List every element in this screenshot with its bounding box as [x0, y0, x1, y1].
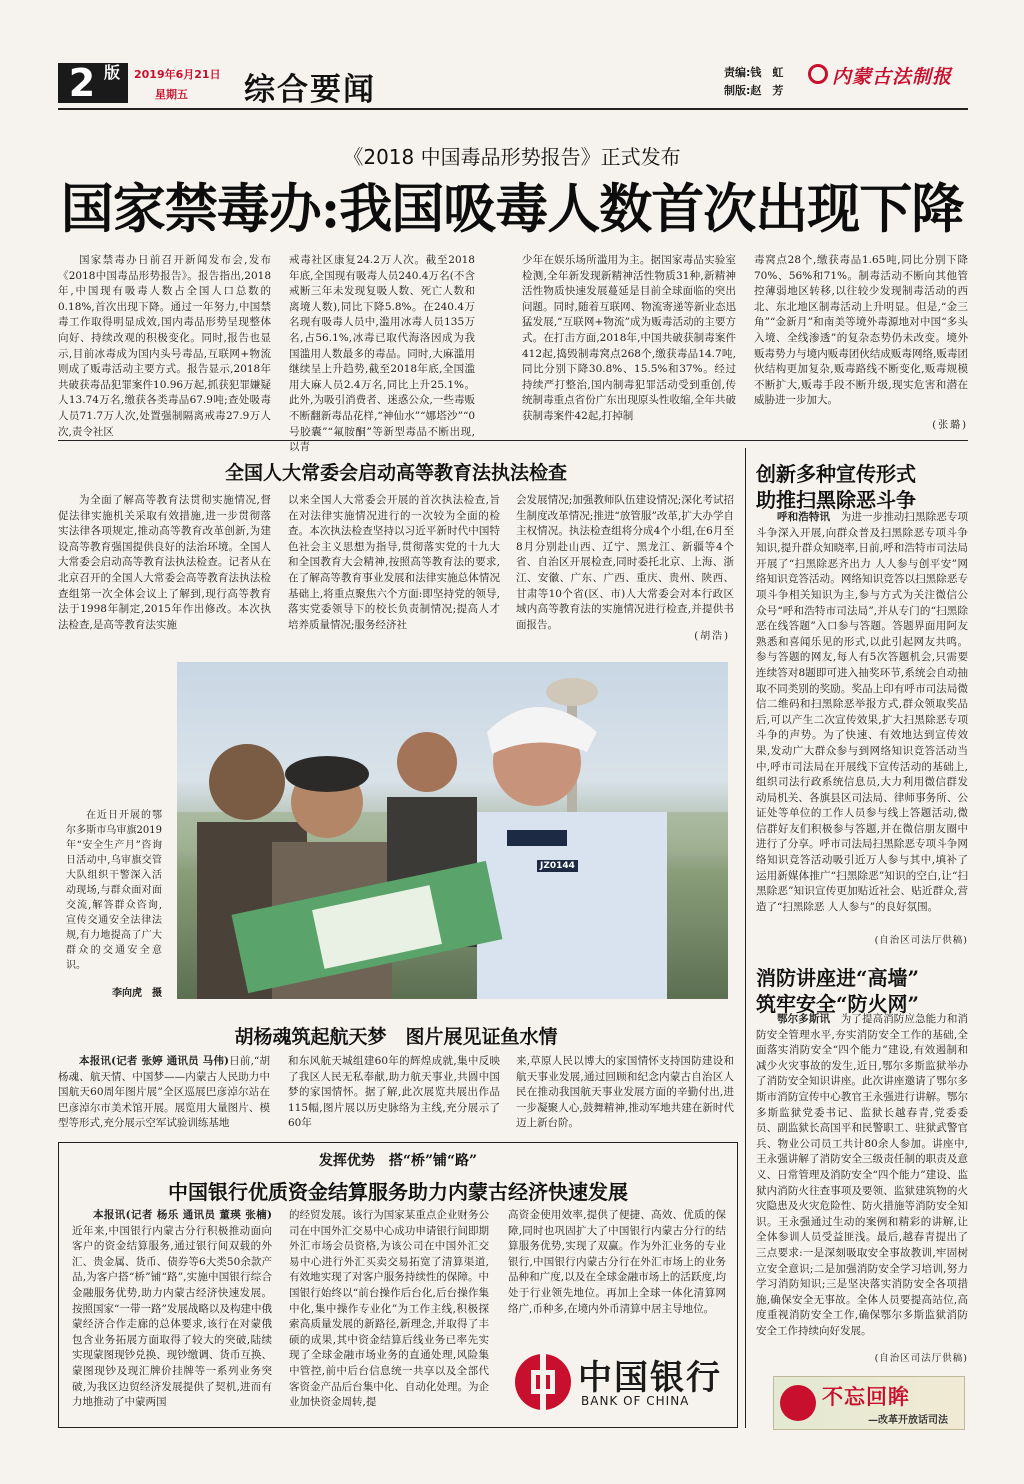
npc-col-2 [288, 493, 500, 643]
lead-kicker: 《2018 中国毒品形势报告》正式发布 [343, 145, 681, 169]
section-title: 综合要闻 [244, 72, 376, 108]
lead-col-2 [289, 253, 475, 454]
boc-logo-bar [540, 1354, 546, 1410]
lead-col-4-text: 毒窝点28个,缴获毒品1.65吨,同比分别下降70%、56%和71%。制毒活动不断向其他管控薄弱地区转移,以往较少发现制毒活动的西北、东北地区制毒活动上升明显。但是,“金三角”“金新月”和南美等境外毒源地对中国“多头入境、全线渗透”的复杂态势仍未改变。境外贩毒势力与境内贩毒团伙结成贩毒网络,贩毒团伙结构更加复杂,贩毒路线不断变化,贩毒规模不断扩大,贩毒手段不断升级,现实危害和潜在威胁进一步加大。 [754, 254, 968, 407]
photo-scene-svg [177, 662, 728, 999]
boc-col-1-para [72, 1208, 272, 1411]
photo-caption: 在近日开展的鄂尔多斯市乌审旗2019年“安全生产月”咨询日活动中,乌审旗交管大队组织干警深入活动现场,与群众面对面交流,解答群众咨询,宣传交通安全法律法规,有力地提高了广大群众的交通安全意识。 [66, 810, 162, 971]
ad-title: 不忘回眸 [822, 1385, 910, 1409]
boc-col-3 [508, 1208, 726, 1336]
promo-body-para [756, 510, 968, 915]
photo-credit: 李向虎 摄 [112, 988, 162, 999]
lead-col-4 [754, 253, 968, 413]
ad-subtitle: —改革开放话司法 [868, 1415, 948, 1426]
lead-headline: 国家禁毒办:我国吸毒人数首次出现下降 [60, 178, 964, 240]
fire-body-text: 为了提高消防应急能力和消防安全管理水平,夯实消防安全工作的基础,全面落实消防安全“四个能力”建设,有效遏制和减少火灾事故的发生,近日,鄂尔多斯监狱举办了消防安全知识讲座。此次讲座邀请了鄂尔多斯市消防宣传中心教官王永强进行讲解。鄂尔多斯监狱党委书记、监狱长越春青,党委委员、副监狱长高国平和民警职工、驻狱武警官兵、物业公司员工共计80余人参加。讲座中,王永强讲解了消防安全三级责任制的职责及意义、日常管理及消防安全“四个能力”建设、监狱内消防火往查事项及要领、监狱建筑物的火灾隐患及火灾危险性、防火措施等消防安全知识。王永强通过生动的案例和精彩的讲解,让全体参训人员受益匪浅。最后,越春青提出了三点要求:一是深刻吸取安全事故教训,牢固树立安全意识;二是加强消防安全学习培训,努力学习消防知识;三是坚决落实消防安全各项措施,确保安全无事故。全体人员要提高站位,高度重视消防安全工作,确保鄂尔多斯监狱消防安全工作持续向好发展。 [756, 1013, 969, 1337]
npc-author: (胡浩) [694, 631, 730, 642]
aero-col-1 [58, 1054, 270, 1134]
boc-logo-en: BANK OF CHINA [581, 1394, 690, 1408]
lead-col-3 [522, 253, 736, 431]
lead-col-1-text: 国家禁毒办日前召开新闻发布会,发布《2018中国毒品形势报告》。报告指出,2018年,中国现有吸毒人数占全国人口总数的0.18%,首次出现下降。通过一年努力,中国禁毒工作取得明显成效,国内毒品形势呈现整体向好、持续改观的积极变化。同时,报告也显示,目前冰毒成为国内头号毒品,互联网+物流则成了贩毒活动主要方式。报告显示,2018年共破获毒品犯罪案件10.96万起,抓获犯罪嫌疑人13.74万名,缴获各类毒品67.9吨;查处吸毒人员71.7万人次,处置强制隔离戒毒27.9万人次,责令社区 [58, 254, 271, 438]
npc-col-2-text: 以来全国人大常委会开展的首次执法检查,旨在对法律实施情况进行的一次较为全面的检查。本次执法检查坚持以习近平新时代中国特色社会主义思想为指导,贯彻落实党的十九大和全国教育大会精神,按照高等教育法的要求,在了解高等教育事业发展和法律实施总体情况基础上,将重点聚焦六个方面:即坚持党的领导,落实党委领导下的校长负责制情况;提高人才培养质量情况;服务经济社 [288, 494, 500, 631]
lead-bottom-rule [58, 440, 968, 441]
fire-headline-2: 筑牢安全“防火网” [756, 992, 920, 1016]
boc-headline: 中国银行优质资金结算服务助力内蒙古经济快速发展 [168, 1180, 628, 1204]
officer-badge: JZ0144 [537, 860, 578, 872]
issue-date: 2019年6月21日 [134, 68, 221, 81]
fire-body-para [756, 1012, 968, 1339]
lead-author: (张璐) [932, 420, 968, 431]
promo-headline-1: 创新多种宣传形式 [756, 462, 916, 486]
boc-kicker: 发挥优势 搭“桥”铺“路” [318, 1153, 478, 1169]
paper-logo-mark [808, 64, 828, 84]
fire-byline: 鄂尔多斯讯 [777, 1013, 831, 1025]
lead-col-2-text: 戒毒社区康复24.2万人次。截至2018年底,全国现有吸毒人员240.4万名(不含戒断三年未发现复吸人数、死亡人数和离境人数),同比下降5.8%。在240.4万名现有吸毒人员中,滥用冰毒人员135万名,占56.1%,冰毒已取代海洛因成为我国滥用人数最多的毒品。同时,大麻滥用继续呈上升趋势,截至2018年底,全国滥用大麻人员2.4万名,同比上升25.1%。此外,为吸引消费者、迷惑公众,一些毒贩不断翻新毒品花样,“神仙水”“娜塔沙”“0号胶囊”“氟胺酮”等新型毒品不断出现,以青 [289, 254, 475, 454]
right-column-divider [745, 448, 746, 1428]
boc-col-2-text: 的经贸发展。该行为国家某重点企业财务公司在中国外汇交易中心成功申请银行间即期外汇市场会员资格,为该公司在中国外汇交易中心进行外汇买卖交易拓宽了清算渠道,有效地实现了对客户服务持续性的保障。中国银行始终以“前台操作后台化,后台操作集中化,集中操作专业化”为工作主线,积极探索高质量发展的新路径,新理念,并取得了丰硕的成果,其中资金结算后线业务已率先实现了全球金融市场业务的直通处理,风险集中管控,前中后台信息统一共享以及全部代客资金产品后台集中化、自动化处理。为企业加快资金周转,提 [289, 1209, 489, 1409]
news-photo [177, 662, 728, 999]
aero-byline: 本报讯(记者 张婷 通讯员 马伟) [79, 1055, 230, 1067]
aero-headline: 胡杨魂筑起航天梦 图片展见证鱼水情 [234, 1026, 558, 1048]
boc-col-1-text: 近年来,中国银行内蒙古分行积极推动面向客户的资金结算服务,通过银行间双载的外汇、贵金属、货币、债券等6大类50余款产品,为客户搭“桥”铺“路”,实施中国银行综合金融服务优势,助力内蒙古经济快速发展。按照国家“一带一路”发展战略以及构建中俄蒙经济合作走廊的总体要求,该行在对蒙俄包含业务拓展方面取得了较大的突破,陆续实现蒙图现钞兑换、现钞缴调、货币互换、蒙图现钞及现汇牌价挂牌等一系列业务突破,为我区边贸经济发展提供了契机,进而有力地推动了中蒙两国 [72, 1224, 272, 1409]
boc-byline: 本报讯(记者 杨乐 通讯员 董瑛 张楠) [93, 1209, 272, 1221]
promo-body [756, 510, 968, 925]
npc-col-3 [516, 493, 734, 631]
paper-name: 内蒙古法制报 [832, 66, 953, 88]
boc-col-2 [289, 1208, 489, 1420]
npc-col-3-text: 会发展情况;加强教师队伍建设情况;深化考试招生制度改革情况;推进“放管服”改革,扩大办学自主权情况。执法检查组将分成4个小组,在6月至8月分别赴山西、辽宁、黑龙江、新疆等4个省、自治区开展检查,同时委托北京、上海、浙江、安徽、广东、广西、重庆、贵州、陕西、甘肃等10个省(区、市)人大常委会对本行政区域内高等教育法的实施情况进行检查,并提供书面报告。 [516, 494, 734, 631]
aero-col-3-text: 来,草原人民以博大的家国情怀支持国防建设和航天事业发展,通过回顾和纪念内蒙古自治区人民在推动我国航天事业发展方面的辛勤付出,进一步凝聚人心,鼓舞精神,推动军地共建在新时代迈上新台阶。 [516, 1055, 734, 1130]
promo-author: (自治区司法厅供稿) [874, 935, 968, 946]
aero-col-2 [288, 1054, 500, 1134]
promo-headline-2: 助推扫黑除恶斗争 [756, 488, 916, 512]
aero-col-3 [516, 1054, 734, 1134]
aero-col-2-text: 和东风航天城组建60年的辉煌成就,集中反映了我区人民无私奉献,助力航天事业,共圆中国梦的家国情怀。据了解,此次展览共展出作品115幅,图片展以历史脉络为主线,充分展示了60年 [288, 1055, 500, 1130]
producer-credit: 制版:赵 芳 [724, 84, 784, 97]
masthead-rule [58, 108, 968, 110]
page-ban: 版 [104, 63, 121, 82]
lead-col-3-text: 少年在娱乐场所滥用为主。据国家毒品实验室检测,全年新发现新精神活性物质31种,新精神活性物质快速发展蔓延是目前全球面临的突出问题。同时,随着互联网、物流寄递等新业态迅猛发展,“互联网+物流”成为贩毒活动的主要方式。在打击方面,2018年,中国共破获制毒案件412起,捣毁制毒窝点268个,缴获毒品14.7吨,同比分别下降30.8%、15.5%和37%。经过持续严打整治,国内制毒犯罪活动受到重创,传统制毒重点省份广东出现原头性收缩,全年共破获制毒案件42起,打掉制 [522, 254, 736, 422]
page-number: 2 [68, 61, 96, 105]
npc-headline: 全国人大常委会启动高等教育法执法检查 [224, 462, 567, 484]
aero-col-1-para [58, 1054, 270, 1132]
promo-body-text: 为进一步推动扫黑除恶专项斗争深入开展,向群众普及扫黑除恶专项斗争知识,提升群众知晓率,日前,呼和浩特市司法局开展了“扫黑除恶齐出力 人人参与创平安”网络知识竞答活动。网络知识竞答以扫黑除恶专项斗争相关知识为主,参与方式为关注微信公众号“呼和浩特市司法局”,并从专门的“扫黑除恶在线答题”入口参与答题。答题界面用阿友熟悉和喜闻乐见的形式,以此引起网友共鸣。参与答题的网友,每人有5次答题机会,只需要连续答对8题即可进入抽奖环节,系统会自动抽取不同类别的奖励。奖品上印有呼市司法局微信二维码和扫黑除恶举报方式,群众领取奖品后,可以产生二次宣传效果,扩大扫黑除恶专项斗争的声势。为了快速、有效地达到宣传效果,发动广大群众参与到网络知识竞答活动当中,呼市司法局在开展线下宣传活动的基础上,组织司法行政系统信息员,大力利用微信群发动局机关、各旗县区司法局、律师事务所、公证处等单位的工作人员参与线上答题活动,微信群好友们积极参与答题,并在微信朋友圈中进行了分享。呼市司法局扫黑除恶专项斗争网络知识竞答活动吸引近万人参与其中,填补了运用新媒体推广“扫黑除恶”知识的空白,让“扫黑除恶”知识宣传更加贴近社会、贴近群众,营造了“扫黑除恶 人人参与”的良好氛围。 [756, 511, 969, 913]
lead-col-1 [58, 253, 271, 438]
ad-banner [773, 1376, 965, 1430]
boc-logo-icon [515, 1354, 571, 1410]
ad-emblem-icon [780, 1385, 816, 1421]
fire-body [756, 1012, 968, 1347]
boc-col-3-text: 高资金使用效率,提供了便捷、高效、优质的保障,同时也巩固扩大了中国银行内蒙古分行的结算服务优势,实现了双赢。作为外汇业务的专业银行,中国银行内蒙古分行在外汇市场上的业务品种和广度,以及在全球金融市场上的活跃度,均处于行业领先地位。再加上全球一体化清算网络广,币种多,在境内外币清算中居主导地位。 [508, 1209, 726, 1315]
npc-col-1 [58, 493, 271, 643]
boc-col-1 [72, 1208, 272, 1420]
boc-logo-cn: 中国银行 [578, 1358, 722, 1398]
fire-author: (自治区司法厅供稿) [874, 1353, 968, 1364]
issue-weekday: 星期五 [155, 88, 188, 101]
npc-col-1-text: 为全面了解高等教育法贯彻实施情况,督促法律实施机关采取有效措施,进一步贯彻落实法律各项规定,推动高等教育改革创新,为建设高等教育强国提供良好的法治环境。全国人大常委会启动高等教育法执法检查。记者从在北京召开的全国人大常委会高等教育法执法检查组第一次全体会议上了解到,现行高等教育法于1998年制定,2015年作出修改。本次执法检查,是高等教育法实施 [58, 494, 271, 631]
promo-byline: 呼和浩特讯 [777, 511, 831, 523]
aero-col-1-text: 日前,“胡杨魂、航天情、中国梦——内蒙古人民助力中国航天60周年图片展”全区巡展巴彦淖尔站在巴彦淖尔市美术馆开展。展览用大量图片、模型等形式,充分展示空军试验训练基地 [58, 1055, 270, 1130]
fire-headline-1: 消防讲座进“高墙” [756, 966, 920, 990]
editor-credit: 责编:钱 虹 [724, 66, 784, 79]
